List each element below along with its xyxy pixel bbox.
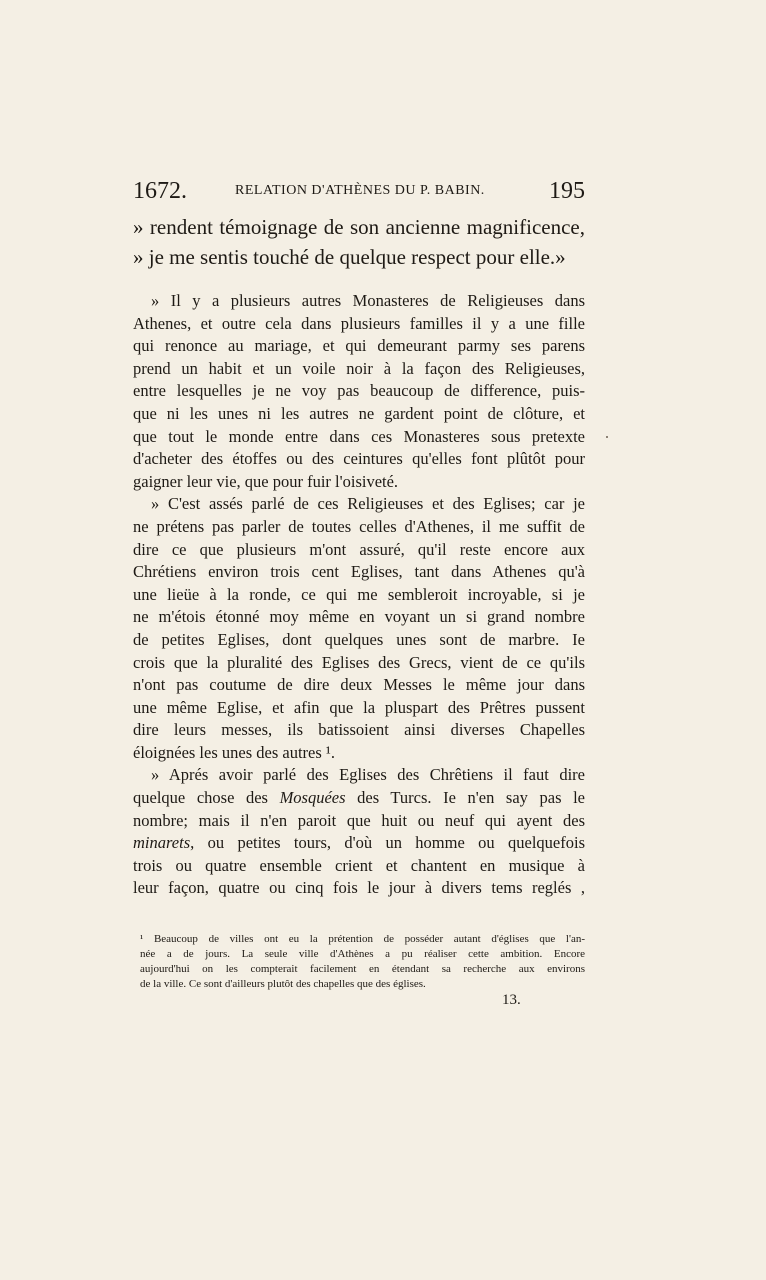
text-line: éloignées les unes des autres ¹. — [133, 742, 335, 762]
text-run: quelque chose des — [133, 788, 280, 808]
text-line — [133, 832, 585, 855]
quoted-line: » rendent témoignage de son ancienne magnificence, — [133, 215, 585, 239]
text-line — [133, 787, 585, 810]
text-line: n'ont pas coutume de dire deux Messes le même jour dans — [133, 675, 585, 695]
quoted-closing-lines — [133, 212, 585, 272]
text-line: une lieüe à la ronde, ce qui me sembleroit incroyable, si je — [133, 584, 585, 604]
body-text — [133, 290, 585, 900]
footnote-line: aujourd'hui on les compterait facilement en étendant sa recherche aux environs — [140, 963, 585, 975]
text-line: d'acheter des étoffes ou des ceintures qu'elles font plûtôt pour — [133, 449, 585, 469]
page-header — [133, 176, 585, 206]
footnote-line: de la ville. Ce sont d'ailleurs plutôt des chapelles que des églises. — [140, 978, 426, 990]
text-line: que ni les unes ni les autres ne gardent point de clôture, et — [133, 403, 585, 423]
page-number: 195 — [549, 178, 585, 204]
text-run: , ou petites tours, d'où un homme ou quelquefois — [190, 833, 585, 853]
text-line: trois ou quatre ensemble crient et chantent en musique à — [133, 855, 585, 875]
text-line: ne m'étois étonné moy même en voyant un si grand nombre — [133, 607, 585, 627]
text-line: prend un habit et un voile noir à la façon des Religieuses, — [133, 358, 585, 378]
text-line: ne prétens pas parler de toutes celles d'Athenes, il me suffit de — [133, 516, 585, 536]
signature-mark: 13. — [502, 992, 521, 1008]
footnote-line: née a de jours. La seule ville d'Athènes a pu réaliser cette ambition. Encore — [140, 948, 585, 960]
text-line: qui renonce au mariage, et qui demeurant parmy ses parens — [133, 336, 585, 356]
text-run: des Turcs. Ie n'en say pas le — [345, 788, 585, 808]
footnote — [140, 932, 585, 992]
text-line: leur façon, quatre ou cinq fois le jour à divers tems reglés , — [133, 878, 585, 898]
text-line: de petites Eglises, dont quelques unes sont de marbre. Ie — [133, 629, 585, 649]
text-line: Chrétiens environ trois cent Eglises, tant dans Athenes qu'à — [133, 562, 585, 582]
footnote-line: ¹ Beaucoup de villes ont eu la prétention de posséder autant d'églises que l'an- — [140, 933, 585, 945]
text-line: que tout le monde entre dans ces Monasteres sous pretexte — [133, 426, 585, 446]
text-line: une même Eglise, et afin que la pluspart des Prêtres pussent — [133, 697, 585, 717]
italic-term-mosquees: Mosquées — [279, 788, 346, 808]
text-line: » Aprés avoir parlé des Eglises des Chrêtiens il faut dire — [151, 765, 585, 785]
quoted-line: » je me sentis touché de quelque respect pour elle.» — [133, 245, 566, 269]
text-line: Athenes, et outre cela dans plusieurs familles il y a une fille — [133, 313, 585, 333]
text-line: dire ce que plusieurs m'ont assuré, qu'il reste encore aux — [133, 539, 585, 559]
text-line: » Il y a plusieurs autres Monasteres de Religieuses dans — [151, 291, 585, 310]
text-line: » C'est assés parlé de ces Religieuses et des Eglises; car je — [151, 494, 585, 514]
text-line: dire leurs messes, ils batissoient ainsi diverses Chapelles — [133, 720, 585, 740]
text-line: gaigner leur vie, que pour fuir l'oisiveté. — [133, 471, 399, 491]
text-line: nombre; mais il n'en paroit que huit ou neuf qui ayent des — [133, 810, 585, 830]
running-title: RELATION D'ATHÈNES DU P. BABIN. — [235, 183, 485, 198]
paper-speck — [606, 436, 608, 438]
text-line: crois que la pluralité des Eglises des Grecs, vient de ce qu'ils — [133, 652, 585, 672]
header-year: 1672. — [133, 178, 187, 204]
italic-term-minarets: minarets — [133, 833, 191, 853]
text-line: entre lesquelles je ne voy pas beaucoup de difference, puis- — [133, 381, 585, 401]
